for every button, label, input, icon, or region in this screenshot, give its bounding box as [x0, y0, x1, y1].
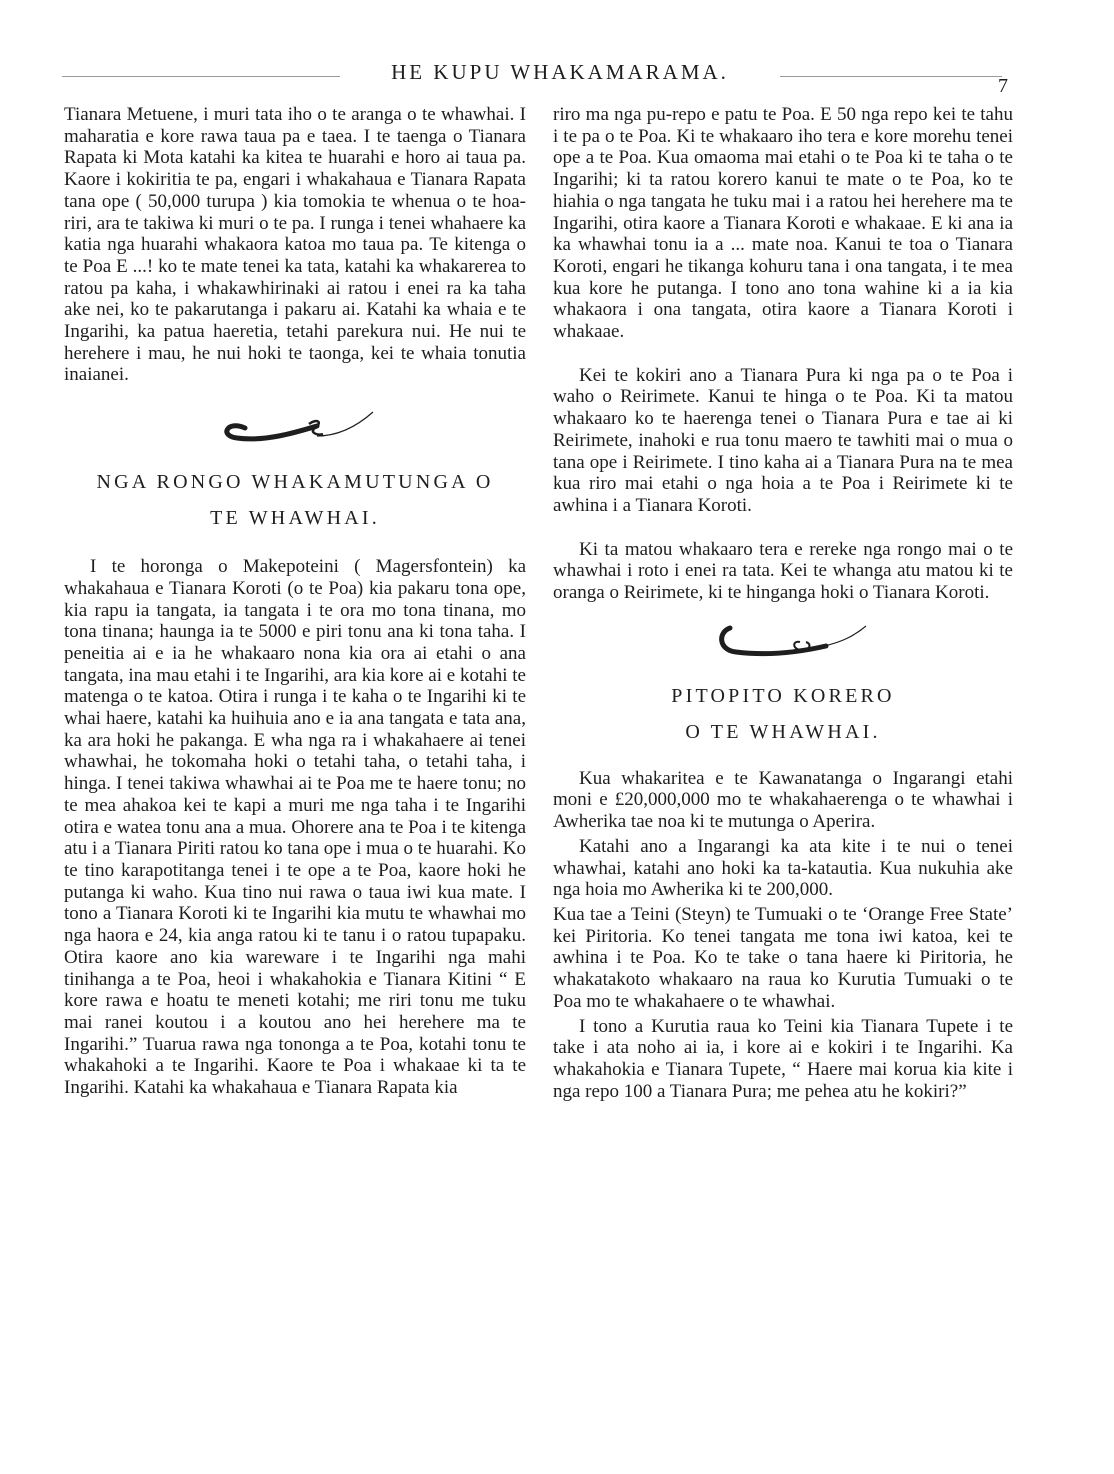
left-column [64, 104, 526, 1099]
news-item: Katahi ano a Ingarangi ka ata kite i te nui o tenei whawhai, katahi ano hoki ka ta-katautia. Kua nukuhia ake nga hoia mo Awherika ki te 200,000. [553, 835, 1013, 901]
news-item: Kua tae a Teini (Steyn) te Tumuaki o te ‘Orange Free State’ kei Piritoria. Ko tenei tangata me tona iwi katoa, kei te awhina i te Poa. Ko te take o tana haere ki Piritoria, he whakatakoto whakaaro na raua ko Kurutia Tumuaki o te Poa mo te whakahaere o te whawhai. [553, 903, 1013, 1012]
section-heading [553, 678, 1013, 750]
section-heading [64, 464, 526, 536]
section-heading-line2: O TE WHAWHAI. [685, 720, 881, 743]
ornament-flourish-icon [688, 622, 878, 664]
news-item: Kua whakaritea e te Kawanatanga o Ingarangi etahi moni e £20,000,000 mo te whakahaerenga o te whawhai i Awherika tae noa ki te mutunga o Aperira. [553, 767, 1013, 833]
body-paragraph: I te horonga o Makepoteini ( Magersfontein) ka whakahaua e Tianara Koroti (o te Poa) kia pakaru tona ope, kia rapu ia tangata, ia tangata i te ora mo tona tinana, mo tona tinana; haunga ia te 5000 e piri tonu ana ki tona taha. I peneitia ai e ia he whakaaro nona kia ora ai etahi o ana tangata, ina mau etahi i te Ingarihi, ara kia kore ai e kotahi te matenga o te katoa. Otira i runga i te kaha o te Ingarihi ki te whai haere, katahi ka huihuia ano e ia ana tangata e tata ana, ka ara hoki he pakanga. E wha nga ra i whakahaere ai tenei whawhai, he tokomaha hoki o tetahi taha, o tetahi taha, i hinga. I tenei takiwa whawhai ai te Poa me te haere tonu; no te mea ahakoa kei te kapi a muri me nga taha i te Ingarihi otira e watea tonu ana a mua. Ohorere ana te Poa i te kitenga atu i a Tianara Piriti ratou ko tana ope i mua o te huarahi. Ko te tino karapotitanga tenei i te ope a te Poa, kaore hoki he putanga ki waho. Kua tino nui rawa o taua iwi kua mate. I tono a Tianara Koroti ki te Ingarihi kia mutu te whawhai mo nga haora e 24, kia anga ratou ki te tanu i o ratou tupapaku. Otira kaore ano kia wareware i te Ingarihi nga mahi tinihanga a te Poa, heoi i whakahokia e Tianara Kitini “ E kore rawa e hoatu te meneti kotahi; me riri tonu me tuku mai ranei koutou i a koutou ano hei herehere ma te Ingarihi.” Tuarua rawa nga tononga a te Poa, kotahi tonu te whakahoki a te Ingarihi. Kaore te Poa i whakaae ki ta te Ingarihi. Katahi ka whakahaua e Tianara Rapata kia [64, 556, 526, 1099]
body-paragraph: Ki ta matou whakaaro tera e rereke nga rongo mai o te whawhai i roto i enei ra tata. Kei te whanga atu matou ki te oranga o Reirimete, ki te hinganga hoki o Tianara Koroti. [553, 538, 1013, 604]
body-paragraph: Kei te kokiri ano a Tianara Pura ki nga pa o te Poa i waho o Reirimete. Kanui te hinga o te Poa. Ki ta matou whakaaro ko te haerenga tenei o Tianara Pura e tae ai ki Reirimete, inahoki e rua tonu maero te tawhiti mai o mua o tana ope i Reirimete. I tino kaha ai a Tianara Pura na te mea kua riro mai etahi o nga hoia a te Poa i Reirimete ki te awhina i a Tianara Koroti. [553, 364, 1013, 516]
section-heading-line1: PITOPITO KORERO [671, 684, 895, 707]
continued-paragraph: Tianara Metuene, i muri tata iho o te aranga o te whawhai. I maharatia e kore rawa taua pa e taea. I te taenga o Tianara Rapata ki Mota katahi ka kitea te huarahi e horo ai taua pa. Kaore i kokiritia te pa, engari i whakahaua e Tianara Rapata tana ope ( 50,000 turupa ) kia tomokia te whenua o te hoa-riri, ara te takiwa ki muri o te pa. I runga i tenei whahaere ka katia nga huarahi whakaora katoa mo taua pa. Te kitenga o te Poa E ...! ko te mate tenei ka tata, katahi ka whakarerea to ratou pa kaha, i whakawhirinaki ai ratou i enei ra ka taha ake nei, ko te pakarutanga i pakaru ai. Katahi ka whaia e te Ingarihi, ka patua haeretia, tetahi parekura nui. He nui te herehere i mau, he nui hoki te taonga, kei te whaia tonutia inaianei. [64, 104, 526, 386]
page-number: 7 [998, 75, 1008, 97]
continued-paragraph: riro ma nga pu-repo e patu te Poa. E 50 nga repo kei te tahu i te pa o te Poa. Ki te whakaaro iho tera e kore morehu tenei ope a te Poa. Kua omaoma mai etahi o te Poa ki te taha o te Ingarihi; ki ta ratou korero kanui te mate o te Poa, ko te hiahia o nga tangata he tuku mai i a ratou hei herehere ma te Ingarihi, otira kaore a Tianara Koroti e whakaae. E ki ana ia ka whawhai tonu ia a ... mate noa. Kanui te toa o Tianara Koroti, engari he tikanga kohuru tana i ona tangata, i te mea kua kore he putanga. I tono ano tona wahine ki a ia kia whakaora i ona tangata, otira kaore a Tianara Koroti i whakaae. [553, 104, 1013, 343]
ornament-flourish-icon [205, 406, 385, 448]
section-heading-line1: NGA RONGO WHAKAMUTUNGA O [96, 471, 494, 494]
running-title: HE KUPU WHAKAMARAMA. [340, 60, 780, 84]
section-heading-line2: TE WHAWHAI. [210, 507, 380, 530]
right-column [553, 104, 1013, 1102]
news-item: I tono a Kurutia raua ko Teini kia Tianara Tupete i te take i ata noho ai ia, i kore ai e kokiri i te Ingarihi. Ka whakahokia e Tianara Tupete, “ Haere mai korua kia kite i nga repo 100 a Tianara Pura; me pehea atu he kokiri?” [553, 1015, 1013, 1102]
